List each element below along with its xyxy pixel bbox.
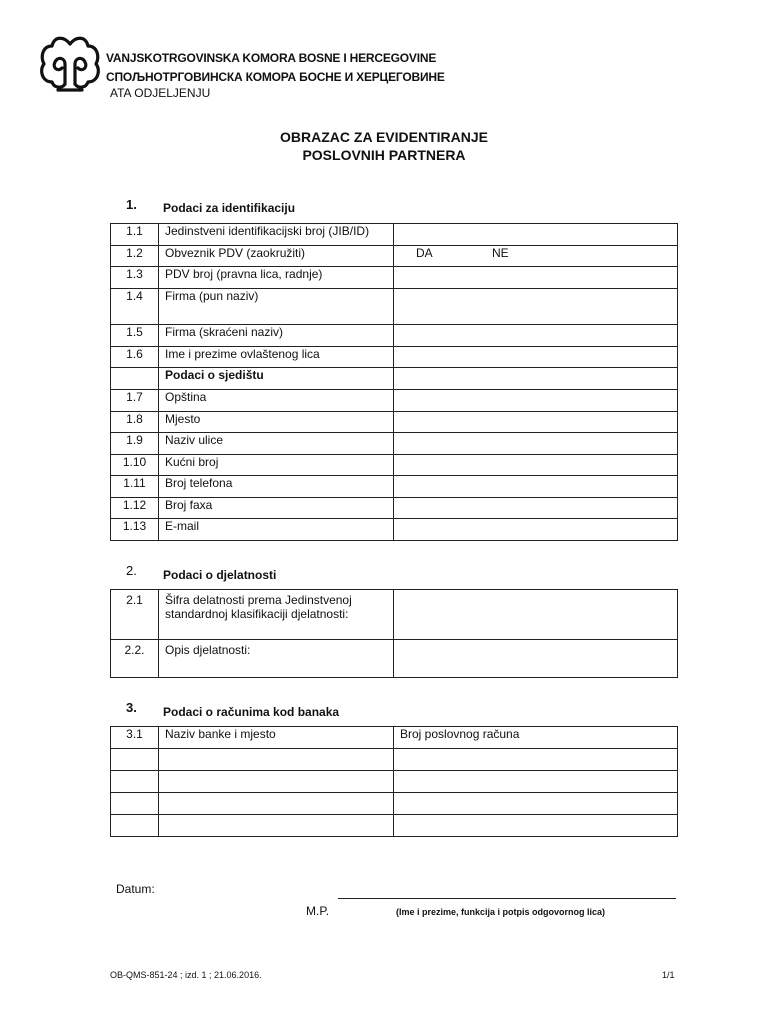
row-number: 2.1 (111, 590, 159, 640)
row-number: 1.6 (111, 347, 159, 368)
subsection-seat-title: Podaci o sjedištu (159, 368, 394, 390)
table-row (111, 793, 678, 815)
input-cell-ulica[interactable] (394, 433, 678, 455)
input-cell-account[interactable] (394, 771, 678, 793)
date-label: Datum: (116, 882, 155, 896)
input-cell-ovlasteno-lice[interactable] (394, 347, 678, 368)
org-department: ATA ODJELJENJU (110, 86, 211, 100)
table-row (111, 224, 678, 246)
table-row (111, 289, 678, 325)
input-cell-kucni-broj[interactable] (394, 455, 678, 476)
section-1-number: 1. (126, 197, 137, 212)
table-row (111, 815, 678, 837)
org-name-latin: VANJSKOTRGOVINSKA KOMORA BOSNE I HERCEGOVINE (106, 51, 437, 65)
field-label-opis-djelatnosti: Opis djelatnosti: (159, 640, 394, 678)
row-number: 1.11 (111, 476, 159, 498)
input-cell-account[interactable] (394, 793, 678, 815)
row-number: 1.5 (111, 325, 159, 347)
table-row (111, 246, 678, 267)
table-row (111, 412, 678, 433)
identification-table (110, 223, 678, 541)
table-row (111, 368, 678, 390)
row-number: 1.10 (111, 455, 159, 476)
page-number: 1/1 (662, 970, 675, 980)
row-number: 1.8 (111, 412, 159, 433)
option-yes[interactable]: DA (416, 246, 433, 260)
row-number (111, 368, 159, 390)
empty-cell (111, 793, 159, 815)
table-row (111, 771, 678, 793)
document-code: OB-QMS-851-24 ; izd. 1 ; 21.06.2016. (110, 970, 262, 980)
field-label-pdv-broj: PDV broj (pravna lica, radnje) (159, 267, 394, 289)
input-cell-email[interactable] (394, 519, 678, 541)
input-cell-firma-pun[interactable] (394, 289, 678, 325)
input-cell-bank[interactable] (159, 749, 394, 771)
section-3-number: 3. (126, 700, 137, 715)
input-cell-bank[interactable] (159, 815, 394, 837)
option-no[interactable]: NE (492, 246, 509, 260)
section-2-number: 2. (126, 563, 137, 578)
table-row (111, 267, 678, 289)
field-label-firma-pun: Firma (pun naziv) (159, 289, 394, 325)
column-header-bank: Naziv banke i mjesto (159, 727, 394, 749)
field-label-jib: Jedinstveni identifikacijski broj (JIB/ID) (159, 224, 394, 246)
signature-line[interactable] (338, 898, 676, 899)
field-label-kucni-broj: Kućni broj (159, 455, 394, 476)
row-number: 1.1 (111, 224, 159, 246)
input-cell-telefon[interactable] (394, 476, 678, 498)
input-cell-firma-skraceni[interactable] (394, 325, 678, 347)
row-number: 1.9 (111, 433, 159, 455)
field-label-ovlasteno-lice: Ime i prezime ovlaštenog lica (159, 347, 394, 368)
input-cell-opstina[interactable] (394, 390, 678, 412)
org-name-cyrillic: СПОЉНОТРГОВИНСКА КОМОРА БОСНЕ И ХЕРЦЕГОВИНЕ (106, 70, 445, 84)
pdv-option-cell (394, 246, 678, 267)
row-number: 3.1 (111, 727, 159, 749)
field-label-fax: Broj faxa (159, 498, 394, 519)
empty-cell (111, 771, 159, 793)
chamber-logo-icon (38, 34, 102, 92)
input-cell-fax[interactable] (394, 498, 678, 519)
field-label-telefon: Broj telefona (159, 476, 394, 498)
table-row (111, 325, 678, 347)
row-number: 1.12 (111, 498, 159, 519)
row-number: 1.13 (111, 519, 159, 541)
input-cell-opis-djelatnosti[interactable] (394, 640, 678, 678)
field-label-ulica: Naziv ulice (159, 433, 394, 455)
row-number: 2.2. (111, 640, 159, 678)
empty-cell (111, 815, 159, 837)
section-1-title: Podaci za identifikaciju (163, 201, 296, 215)
table-row (111, 640, 678, 678)
input-cell-account[interactable] (394, 815, 678, 837)
field-label-pdv-obveznik: Obveznik PDV (zaokružiti) (159, 246, 394, 267)
field-label-sifra-djelatnosti: Šifra delatnosti prema Jedinstvenoj standardnoj klasifikaciji djelatnosti: (159, 590, 394, 640)
input-cell-jib[interactable] (394, 224, 678, 246)
table-row (111, 749, 678, 771)
row-number: 1.2 (111, 246, 159, 267)
section-3-title: Podaci o računima kod banaka (163, 705, 340, 719)
table-row (111, 590, 678, 640)
form-title-line-2: POSLOVNIH PARTNERA (302, 147, 466, 163)
empty-cell (111, 749, 159, 771)
empty-cell (394, 368, 678, 390)
form-title-line-1: OBRAZAC ZA EVIDENTIRANJE (280, 129, 488, 145)
input-cell-account[interactable] (394, 749, 678, 771)
table-row (111, 390, 678, 412)
bank-accounts-table (110, 726, 678, 837)
input-cell-mjesto[interactable] (394, 412, 678, 433)
section-2-title: Podaci o djelatnosti (163, 568, 277, 582)
signature-caption: (Ime i prezime, funkcija i potpis odgovornog lica) (396, 907, 606, 917)
field-label-mjesto: Mjesto (159, 412, 394, 433)
field-label-firma-skraceni: Firma (skraćeni naziv) (159, 325, 394, 347)
activity-table (110, 589, 678, 678)
table-row (111, 433, 678, 455)
table-row (111, 498, 678, 519)
input-cell-sifra-djelatnosti[interactable] (394, 590, 678, 640)
row-number: 1.3 (111, 267, 159, 289)
field-label-opstina: Opština (159, 390, 394, 412)
column-header-account: Broj poslovnog računa (394, 727, 678, 749)
input-cell-bank[interactable] (159, 771, 394, 793)
table-header-row (111, 727, 678, 749)
table-row (111, 455, 678, 476)
table-row (111, 519, 678, 541)
table-row (111, 347, 678, 368)
field-label-email: E-mail (159, 519, 394, 541)
stamp-label: M.P. (306, 904, 330, 918)
table-row (111, 476, 678, 498)
row-number: 1.4 (111, 289, 159, 325)
row-number: 1.7 (111, 390, 159, 412)
input-cell-bank[interactable] (159, 793, 394, 815)
input-cell-pdv-broj[interactable] (394, 267, 678, 289)
